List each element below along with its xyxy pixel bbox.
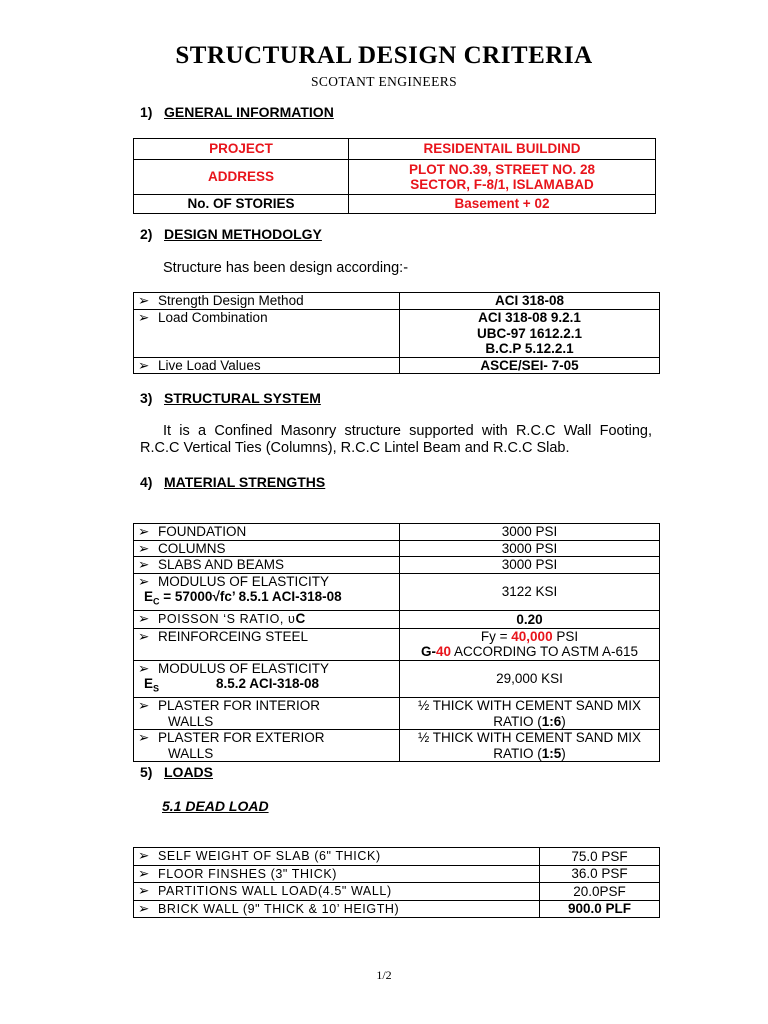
methodology-intro: Structure has been design according:- — [163, 260, 409, 276]
section-title: MATERIAL STRENGTHS — [164, 474, 326, 490]
table-row — [134, 293, 660, 310]
table-row — [134, 540, 660, 557]
list-item — [134, 883, 540, 901]
arrow-bullet-icon: ➢ — [138, 628, 150, 644]
formula-symbol-wrap — [144, 676, 216, 697]
item-label: BRICK WALL (9" THICK & 10’ HEIGTH) — [158, 901, 400, 916]
general-info-table — [133, 138, 656, 214]
list-item — [134, 293, 400, 310]
value-line: B.C.P 5.12.2.1 — [485, 341, 574, 356]
ratio-prefix: RATIO ( — [493, 745, 542, 761]
address-label: ADDRESS — [134, 160, 349, 195]
item-value: ASCE/SEI- 7-05 — [400, 357, 660, 374]
item-label: SLABS AND BEAMS — [158, 557, 285, 572]
table-row — [134, 660, 660, 698]
item-label: MODULUS OF ELASTICITY — [158, 573, 330, 589]
formula-text: = 57000√fc’ 8.5.1 ACI-318-08 — [159, 589, 342, 604]
value-line: ½ THICK WITH CEMENT SAND MIX — [417, 730, 642, 746]
section-number: 5) — [140, 764, 153, 780]
list-item — [134, 848, 540, 866]
table-row — [134, 310, 660, 358]
item-value: 36.0 PSF — [540, 865, 660, 883]
ratio-value: 1:5 — [541, 745, 562, 761]
arrow-bullet-icon: ➢ — [138, 357, 150, 373]
list-item — [134, 357, 400, 374]
list-item — [134, 310, 400, 358]
item-label-line-2: WALLS — [168, 713, 214, 729]
item-label: MODULUS OF ELASTICITY — [158, 660, 330, 676]
arrow-bullet-icon: ➢ — [138, 540, 150, 556]
ec-formula — [144, 589, 395, 610]
arrow-bullet-icon: ➢ — [138, 883, 150, 898]
dead-load-table — [133, 847, 660, 918]
section-title: GENERAL INFORMATION — [164, 104, 334, 120]
arrow-bullet-icon: ➢ — [138, 573, 150, 589]
stories-value: Basement + 02 — [349, 195, 656, 214]
list-item — [134, 524, 400, 541]
arrow-bullet-icon: ➢ — [138, 900, 150, 916]
section-title: DESIGN METHODOLGY — [164, 226, 322, 242]
page-number: 1/2 — [376, 968, 392, 982]
item-label: COLUMNS — [158, 540, 226, 556]
section-title: STRUCTURAL SYSTEM — [164, 390, 321, 406]
table-row — [134, 848, 660, 866]
company-name: SCOTANT ENGINEERS — [310, 74, 458, 89]
item-value: 900.0 PLF — [540, 900, 660, 918]
arrow-bullet-icon: ➢ — [138, 557, 150, 572]
section-loads-heading — [140, 764, 213, 780]
stories-label: No. OF STORIES — [134, 195, 349, 214]
table-row — [134, 865, 660, 883]
list-item — [134, 698, 400, 730]
fy-value: 40,000 — [511, 628, 553, 644]
item-value — [400, 310, 660, 358]
arrow-bullet-icon: ➢ — [138, 293, 150, 309]
section-number: 1) — [140, 104, 153, 120]
list-item — [134, 865, 540, 883]
item-label-line-2: WALLS — [168, 745, 214, 761]
grade-line — [404, 644, 655, 660]
section-system-heading — [140, 390, 321, 406]
list-item — [134, 900, 540, 918]
item-label: SELF WEIGHT OF SLAB (6" THICK) — [158, 849, 381, 863]
table-row — [134, 160, 656, 195]
arrow-bullet-icon: ➢ — [138, 611, 150, 627]
item-label: PARTITIONS WALL LOAD(4.5" WALL) — [158, 884, 392, 898]
arrow-bullet-icon: ➢ — [138, 698, 150, 714]
ratio-suffix: ) — [561, 713, 566, 729]
item-label: Strength Design Method — [158, 293, 304, 309]
item-label: PLASTER FOR INTERIOR — [158, 698, 321, 714]
formula-symbol: E — [144, 676, 154, 692]
dead-load-heading: 5.1 DEAD LOAD — [162, 798, 269, 814]
table-row — [134, 900, 660, 918]
table-row — [134, 628, 660, 660]
formula-subscript: C — [153, 596, 160, 607]
item-value — [400, 628, 660, 660]
arrow-bullet-icon: ➢ — [138, 848, 150, 863]
ratio-suffix: ) — [561, 745, 566, 761]
grade-prefix: G- — [420, 644, 436, 660]
table-row — [134, 357, 660, 374]
project-label: PROJECT — [134, 139, 349, 160]
arrow-bullet-icon: ➢ — [138, 730, 150, 746]
item-value: ACI 318-08 — [400, 293, 660, 310]
item-value: 0.20 — [400, 611, 660, 629]
item-label: FLOOR FINSHES (3" THICK) — [158, 866, 338, 881]
fy-prefix: Fy = — [480, 628, 512, 644]
arrow-bullet-icon: ➢ — [138, 660, 150, 676]
system-text-line-2: R.C.C Vertical Ties (Columns), R.C.C Lintel Beam and R.C.C Slab. — [140, 440, 570, 456]
formula-symbol: E — [144, 589, 154, 604]
list-item — [134, 660, 400, 698]
item-label: REINFORCEING STEEL — [158, 628, 309, 644]
item-label: PLASTER FOR EXTERIOR — [158, 730, 325, 746]
item-label: Live Load Values — [158, 357, 261, 373]
arrow-bullet-icon: ➢ — [138, 524, 150, 539]
table-row — [134, 524, 660, 541]
value-line — [404, 746, 655, 762]
section-methodology-heading — [140, 226, 322, 242]
document-title: STRUCTURAL DESIGN CRITERIA — [175, 42, 593, 69]
fy-suffix: PSI — [552, 628, 579, 644]
methodology-table — [133, 292, 660, 374]
item-value: 29,000 KSI — [400, 660, 660, 698]
es-formula — [144, 676, 395, 697]
section-number: 2) — [140, 226, 153, 242]
table-row — [134, 557, 660, 574]
section-title: LOADS — [164, 764, 213, 780]
item-value: 3000 PSI — [400, 540, 660, 557]
arrow-bullet-icon: ➢ — [138, 310, 150, 325]
ratio-prefix: RATIO ( — [493, 713, 542, 729]
address-line-1: PLOT NO.39, STREET NO. 28 — [408, 161, 596, 177]
value-line: UBC-97 1612.2.1 — [476, 325, 583, 341]
item-label: FOUNDATION — [158, 524, 247, 539]
item-value: 3000 PSI — [400, 524, 660, 541]
formula-subscript: S — [153, 683, 160, 694]
list-item — [134, 557, 400, 574]
table-row — [134, 611, 660, 629]
item-value — [400, 698, 660, 730]
grade-value: 40 — [435, 644, 451, 660]
poisson-symbol-subscript: C — [295, 611, 306, 627]
address-line-2: SECTOR, F-8/1, ISLAMABAD — [410, 177, 594, 192]
list-item — [134, 611, 400, 629]
list-item — [134, 730, 400, 762]
value-line — [404, 714, 655, 730]
table-row — [134, 698, 660, 730]
item-label: Load Combination — [158, 310, 268, 325]
item-value: 20.0PSF — [540, 883, 660, 901]
table-row — [134, 883, 660, 901]
table-row — [134, 195, 656, 214]
item-value: 75.0 PSF — [540, 848, 660, 866]
section-number: 4) — [140, 474, 153, 490]
fy-line — [404, 629, 655, 645]
table-row — [134, 139, 656, 160]
arrow-bullet-icon: ➢ — [138, 865, 150, 881]
section-general-heading — [140, 104, 334, 120]
value-line: ½ THICK WITH CEMENT SAND MIX — [417, 698, 642, 714]
formula-text: 8.5.2 ACI-318-08 — [216, 676, 320, 692]
section-number: 3) — [140, 390, 153, 406]
project-value: RESIDENTAIL BUILDIND — [349, 139, 656, 160]
section-materials-heading — [140, 474, 325, 490]
system-text-line-1: It is a Confined Masonry structure supported with R.C.C Wall Footing, — [163, 423, 652, 439]
value-line: ACI 318-08 9.2.1 — [478, 310, 581, 325]
item-value: 3122 KSI — [400, 573, 660, 611]
address-value — [349, 160, 656, 195]
list-item — [134, 573, 400, 611]
list-item — [134, 540, 400, 557]
list-item — [134, 628, 400, 660]
materials-table — [133, 523, 660, 762]
table-row — [134, 573, 660, 611]
ratio-value: 1:6 — [541, 713, 562, 729]
item-value: 3000 PSI — [400, 557, 660, 574]
item-value — [400, 730, 660, 762]
poisson-symbol: υ — [288, 612, 296, 627]
item-label: POISSON ‘S RATIO, — [158, 612, 289, 627]
grade-suffix: ACCORDING TO ASTM A-615 — [450, 644, 639, 660]
table-row — [134, 730, 660, 762]
